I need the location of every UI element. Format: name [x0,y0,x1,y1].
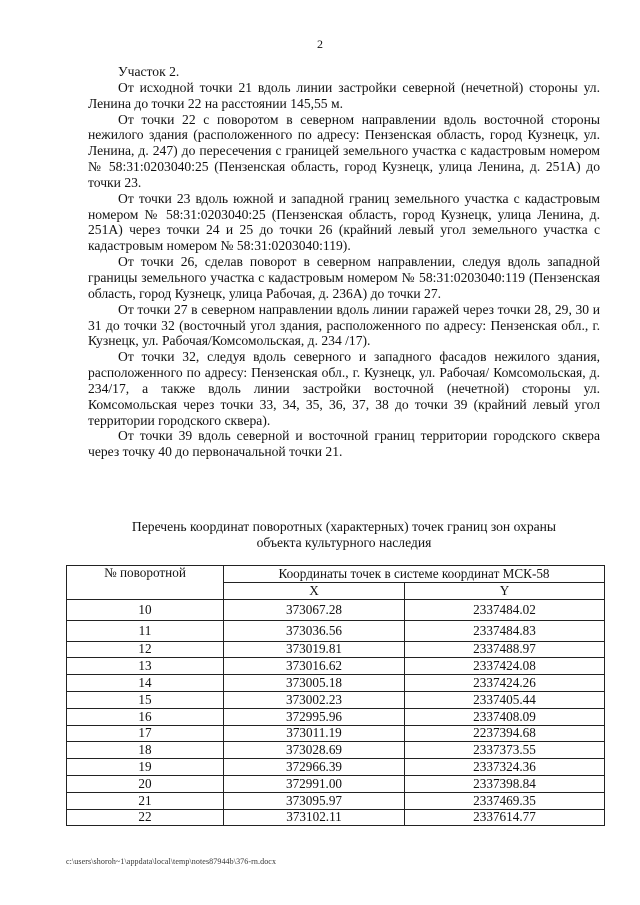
point-number: 13 [67,658,224,675]
coord-x: 373011.19 [224,725,405,742]
page-number: 2 [317,37,323,51]
paragraph: От точки 22 с поворотом в северном направлении вдоль восточной стороны нежилого здания (расположенного по адресу: Пензенская область, город Кузнецк, ул. Ленина, д. 247) до пересечения с границей земельного участка с кадастровым номером № 58:31:0203040:25 (Пензенская область, город Кузнецк, улица Ленина, д. 251А) до точки 23. [88,111,600,190]
coord-y: 2337424.26 [405,675,605,692]
coord-y: 2237394.68 [405,725,605,742]
file-path-footer: c:\users\shoroh~1\appdata\local\temp\notes87944b\376-rn.docx [66,857,277,866]
header-y: Y [405,582,605,599]
point-number: 22 [67,809,224,826]
paragraph: От точки 26, сделав поворот в северном направлении, следуя вдоль западной границы земельного участка с кадастровым номером № 58:31:0203040:119 (Пензенская область, город Кузнецк, улица Рабочая, д. 236А) до точки 27. [88,254,600,301]
coordinates-table [66,565,605,826]
point-number: 21 [67,792,224,809]
coord-x: 373002.23 [224,691,405,708]
coord-x: 372995.96 [224,708,405,725]
table-row [67,742,605,759]
point-number: 14 [67,675,224,692]
paragraph: От точки 27 в северном направлении вдоль линии гаражей через точки 28, 29, 30 и 31 до точки 32 (восточный угол здания, расположенного по адресу: Пензенская обл., г. Кузнецк, ул. Рабочая/Комсомольская, д. 234 /17). [88,301,600,349]
coord-y: 2337484.83 [405,620,605,641]
coord-y: 2337405.44 [405,691,605,708]
table-row [67,620,605,641]
coord-x: 373016.62 [224,658,405,675]
paragraph: От исходной точки 21 вдоль линии застройки северной (нечетной) стороны ул. Ленина до точки 22 на расстоянии 145,55 м. [88,79,600,111]
coord-x: 373019.81 [224,641,405,658]
coord-x: 372991.00 [224,775,405,792]
table-row [67,675,605,692]
coord-y: 2337424.08 [405,658,605,675]
table-row [67,599,605,620]
caption-line: объекта культурного наследия [256,534,432,550]
header-coordinates: Координаты точек в системе координат МСК-58 [224,566,605,583]
table-row [67,641,605,658]
coord-y: 2337469.35 [405,792,605,809]
coord-x: 372966.39 [224,759,405,776]
point-number: 16 [67,708,224,725]
table-row [67,792,605,809]
coord-y: 2337408.09 [405,708,605,725]
table-row [67,691,605,708]
coord-x: 373102.11 [224,809,405,826]
coord-y: 2337373.55 [405,742,605,759]
table-header-row [67,566,605,583]
coord-y: 2337398.84 [405,775,605,792]
point-number: 17 [67,725,224,742]
point-number: 12 [67,641,224,658]
point-number: 11 [67,620,224,641]
paragraph: От точки 39 вдоль северной и восточной границ территории городского сквера через точку 40 до первоначальной точки 21. [88,428,600,460]
table-row [67,809,605,826]
point-number: 18 [67,742,224,759]
coord-x: 373028.69 [224,742,405,759]
table-row [67,759,605,776]
table-caption [88,519,600,551]
point-number: 19 [67,759,224,776]
table-row [67,658,605,675]
paragraph: Участок 2. [118,64,180,79]
coord-y: 2337488.97 [405,641,605,658]
coord-x: 373036.56 [224,620,405,641]
paragraph: От точки 23 вдоль южной и западной границ земельного участка с кадастровым номером № 58:31:0203040:25 (Пензенская область, город Кузнецк, улица Ленина, д. 251А) через точки 24 и 25 до точки 26 (крайний левый угол земельного участка с кадастровым номером № 58:31:0203040:119). [88,190,600,254]
caption-line: Перечень координат поворотных (характерных) точек границ зон охраны [131,519,557,534]
table-row [67,725,605,742]
table-row [67,708,605,725]
coord-x: 373095.97 [224,792,405,809]
coord-y: 2337484.02 [405,599,605,620]
coord-x: 373067.28 [224,599,405,620]
paragraph: От точки 32, следуя вдоль северного и западного фасадов нежилого здания, расположенного по адресу: Пензенская обл., г. Кузнецк, ул. Рабочая/ Комсомольская, д. 234/17, а также вдоль линии застройки восточной (нечетной) стороны ул. Комсомольская через точки 33, 34, 35, 36, 37, 38 до точки 39 (крайний левый угол территории городского сквера). [88,349,600,428]
body-text [88,64,600,460]
point-number: 15 [67,691,224,708]
header-x: X [224,582,405,599]
point-number: 20 [67,775,224,792]
coord-y: 2337324.36 [405,759,605,776]
coord-x: 373005.18 [224,675,405,692]
table-row [67,775,605,792]
coord-y: 2337614.77 [405,809,605,826]
point-number: 10 [67,599,224,620]
header-point-number: № поворотной [67,566,224,600]
